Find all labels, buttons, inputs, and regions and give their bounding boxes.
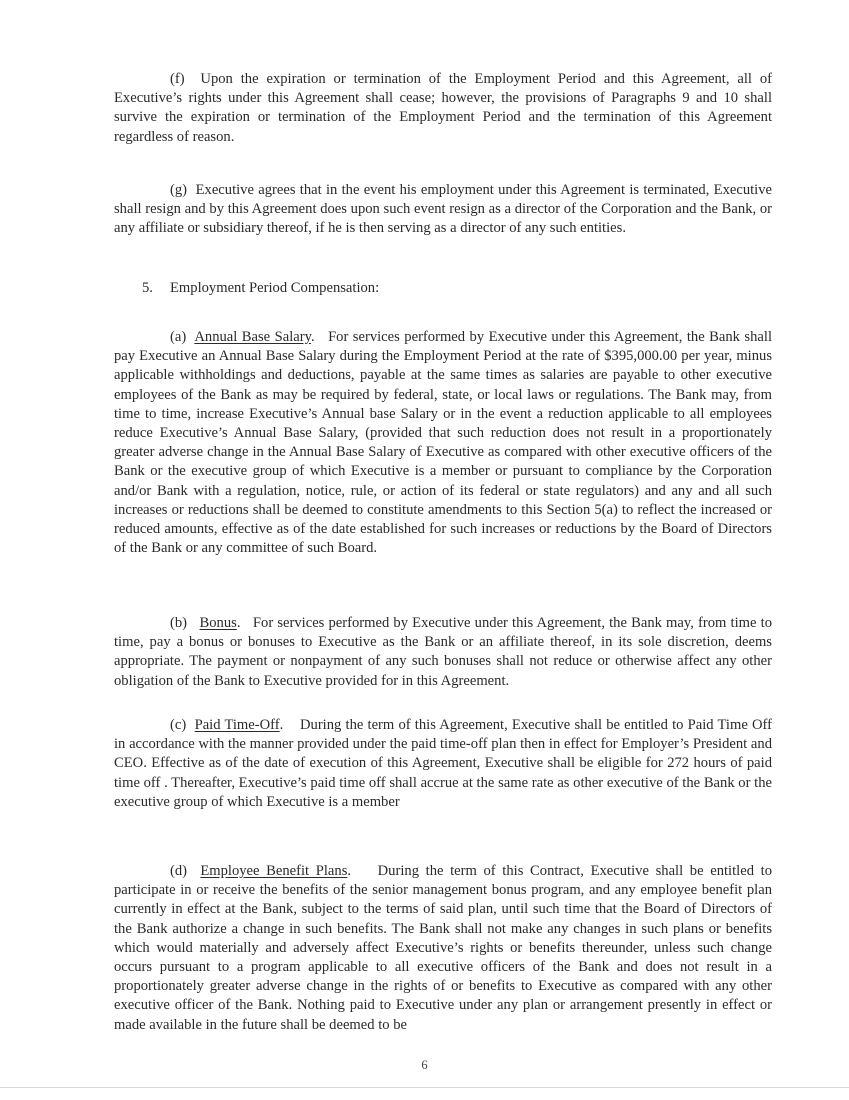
page-number: 6	[421, 1058, 428, 1072]
paragraph-d: (d) Employee Benefit Plans. During the term of this Contract, Executive shall be entitled to participate in or receive the benefits of the senior management bonus program, and any employee benefit plan currently in effect at the Bank, subject to the terms of said plan, until such time that the Board of Directors of the Bank authorize a change in such benefits. The Bank shall not make any changes in such plans or benefits which would materially and adversely affect Executive’s rights or benefits thereunder, unless such change occurs pursuant to a program applicable to all executive officers of the Bank and does not result in a proportionately greater adverse change in the rights of or benefits to Executive as compared with any other executive officer of the Bank. Nothing paid to Executive under any plan or arrangement presently in effect or made available in the future shall be deemed to be	[114, 863, 772, 1033]
section-title: Employment Period Compensation:	[170, 280, 380, 296]
paragraph-label: (g)	[170, 182, 188, 198]
paragraph-label: (c)	[170, 717, 187, 733]
paragraph-heading: Paid Time-Off	[194, 717, 280, 733]
paragraph-g	[114, 181, 772, 239]
paragraph-label: (d)	[170, 863, 188, 879]
paragraph-label: (a)	[170, 329, 187, 345]
paragraph-label: (f)	[170, 71, 185, 87]
paragraph-label: (b)	[170, 615, 188, 631]
paragraph-text: For services performed by Executive under this Agreement, the Bank may, from time to time, pay a bonus or bonuses to Executive as the Bank or an affiliate thereof, in its sole discretion, deems appropriate. The payment or nonpayment of any such bonuses shall not reduce or otherwise affect any other obligation of the Bank to Executive provided for in this Agreement.	[114, 615, 773, 689]
paragraph-text: For services performed by Executive under this Agreement, the Bank shall pay Executive an Annual Base Salary during the Employment Period at the rate of $395,000.00 per year, minus applicable withholdings and deductions, payable at the same times as salaries are payable to other executive employees of the Bank as may be required by federal, state, or local laws or regulations. The Bank may, from time to time, increase Executive’s Annual base Salary or in the event a reduction applicable to all employees reduce Executive’s Annual Base Salary, (provided that such reduction does not result in a proportionately greater adverse change in the Annual Base Salary of Executive as compared with other executive officers of the Bank or the executive group of which Executive is a member or pursuant to compliance by the Corporation and/or Bank with a regulation, notice, rule, or action of its federal or state regulators) and any and all such increases or reductions shall be deemed to constitute amendments to this Section 5(a) to reflect the increased or reduced amounts, effective as of the date established for such increases or reductions by the Board of Directors of the Bank or any committee of such Board.	[114, 329, 772, 557]
paragraph-heading: Annual Base Salary	[194, 329, 311, 345]
paragraph-text: Upon the expiration or termination of the Employment Period and this Agreement, all of Executive’s rights under this Agreement shall cease; however, the provisions of Paragraphs 9 and 10 shall survive the expiration or termination of the Employment Period and the termination of this Agreement regardless of reason.	[114, 71, 773, 145]
paragraph-text: During the term of this Agreement, Executive shall be entitled to Paid Time Off in accordance with the manner provided under the paid time-off plan then in effect for Employer’s President and CEO. Effective as of the date of execution of this Agreement, Executive shall be eligible for 272 hours of paid time off . Thereafter, Executive’s paid time off shall accrue at the same rate as other executive of the Bank or the executive group of which Executive is a member	[114, 717, 772, 810]
paragraph-f	[114, 70, 772, 147]
section-number: 5.	[142, 280, 153, 296]
paragraph-heading: Bonus	[199, 615, 237, 631]
paragraph-text: Executive agrees that in the event his employment under this Agreement is terminated, Executive shall resign and by this Agreement does upon such event resign as a director of the Corporation and the Bank, or any affiliate or subsidiary thereof, if he is then serving as a director of any such entities.	[114, 182, 773, 237]
page-bottom-edge	[0, 1087, 849, 1088]
section-heading	[142, 279, 379, 298]
paragraph-c: (c) Paid Time-Off. During the term of this Agreement, Executive shall be entitled to Paid Time Off in accordance with the manner provided under the paid time-off plan then in effect for Employer’s President and CEO. Effective as of the date of execution of this Agreement, Executive shall be eligible for 272 hours of paid time off . Thereafter, Executive’s paid time off shall accrue at the same rate as other executive of the Bank or the executive group of which Executive is a member	[114, 717, 772, 810]
paragraph-b: (b) Bonus. For services performed by Executive under this Agreement, the Bank may, from time to time, pay a bonus or bonuses to Executive as the Bank or an affiliate thereof, in its sole discretion, deems appropriate. The payment or nonpayment of any such bonuses shall not reduce or otherwise affect any other obligation of the Bank to Executive provided for in this Agreement.	[114, 615, 773, 689]
paragraph-text: During the term of this Contract, Executive shall be entitled to participate in or receive the benefits of the senior management bonus program, and any employee benefit plan currently in effect at the Bank, subject to the terms of said plan, until such time that the Board of Directors of the Bank authorize a change in such benefits. The Bank shall not make any changes in such plans or benefits which would materially and adversely affect Executive’s rights or benefits thereunder, unless such change occurs pursuant to a program applicable to all executive officers of the Bank and does not result in a proportionately greater adverse change in the rights of or benefits to Executive as compared with any other executive officer of the Bank. Nothing paid to Executive under any plan or arrangement presently in effect or made available in the future shall be deemed to be	[114, 863, 772, 1033]
paragraph-heading: Employee Benefit Plans	[200, 863, 348, 879]
paragraph-a: (a) Annual Base Salary. For services performed by Executive under this Agreement, the Bank shall pay Executive an Annual Base Salary during the Employment Period at the rate of $395,000.00 per year, minus applicable withholdings and deductions, payable at the same times as salaries are payable to other executive employees of the Bank as may be required by federal, state, or local laws or regulations. The Bank may, from time to time, increase Executive’s Annual base Salary or in the event a reduction applicable to all employees reduce Executive’s Annual Base Salary, (provided that such reduction does not result in a proportionately greater adverse change in the Annual Base Salary of Executive as compared with other executive officers of the Bank or the executive group of which Executive is a member or pursuant to compliance by the Corporation and/or Bank with a regulation, notice, rule, or action of its federal or state regulators) and any and all such increases or reductions shall be deemed to constitute amendments to this Section 5(a) to reflect the increased or reduced amounts, effective as of the date established for such increases or reductions by the Board of Directors of the Bank or any committee of such Board.	[114, 329, 772, 557]
